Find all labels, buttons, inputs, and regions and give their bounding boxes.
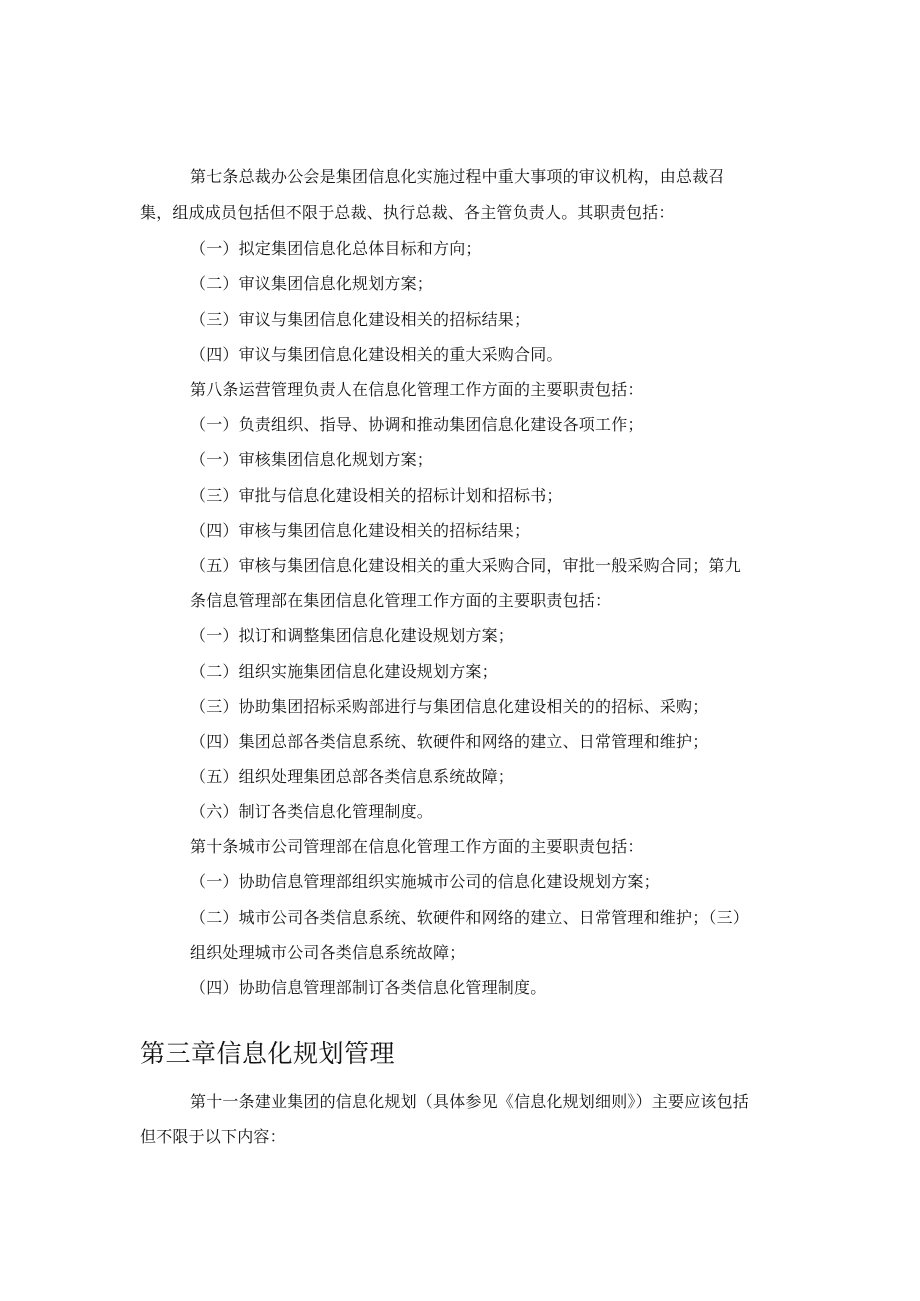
article-9-line-1: 条信息管理部在集团信息化管理工作方面的主要职责包括： [190, 591, 612, 610]
article-10-item-2: （二）城市公司各类信息系统、软硬件和网络的建立、日常管理和维护；（三） [190, 908, 750, 927]
article-9-item-2: （二）组织实施集团信息化建设规划方案； [190, 662, 498, 681]
article-10-item-3: 组织处理城市公司各类信息系统故障； [190, 943, 466, 962]
article-9-item-6: （六）制订各类信息化管理制度。 [190, 802, 434, 821]
article-11-line-1: 第十一条建业集团的信息化规划（具体参见《信息化规划细则》）主要应该包括 [190, 1092, 750, 1111]
article-7-line-2: 集，组成成员包括但不限于总裁、执行总裁、各主管负责人。其职责包括： [140, 203, 675, 222]
article-8-item-3: （三）审批与信息化建设相关的招标计划和招标书； [190, 486, 563, 505]
article-7-item-2: （二）审议集团信息化规划方案； [190, 274, 434, 293]
article-10-line-1: 第十条城市公司管理部在信息化管理工作方面的主要职责包括： [190, 837, 644, 856]
article-7-item-4: （四）审议与集团信息化建设相关的重大采购合同。 [190, 345, 563, 364]
chapter-title: 第三章信息化规划管理 [140, 1039, 396, 1068]
article-11-line-2: 但不限于以下内容： [140, 1127, 286, 1146]
article-9-item-3: （三）协助集团招标采购部进行与集团信息化建设相关的的招标、采购； [190, 697, 709, 716]
article-8-item-1: （一）负责组织、指导、协调和推动集团信息化建设各项工作； [190, 415, 644, 434]
article-9-item-4: （四）集团总部各类信息系统、软硬件和网络的建立、日常管理和维护； [190, 732, 709, 751]
article-10-item-1: （一）协助信息管理部组织实施城市公司的信息化建设规划方案； [190, 872, 660, 891]
article-7-item-3: （三）审议与集团信息化建设相关的招标结果； [190, 310, 531, 329]
article-10-item-4: （四）协助信息管理部制订各类信息化管理制度。 [190, 978, 547, 997]
article-8-item-5: （五）审核与集团信息化建设相关的重大采购合同，审批一般采购合同；第九 [190, 556, 741, 575]
article-7-line-1: 第七条总裁办公会是集团信息化实施过程中重大事项的审议机构，由总裁召 [190, 167, 725, 186]
article-8-item-4: （四）审核与集团信息化建设相关的招标结果； [190, 521, 531, 540]
article-7-item-1: （一）拟定集团信息化总体目标和方向； [190, 239, 482, 258]
article-9-item-1: （一）拟订和调整集团信息化建设规划方案； [190, 626, 515, 645]
article-9-item-5: （五）组织处理集团总部各类信息系统故障； [190, 767, 515, 786]
article-8-line-1: 第八条运营管理负责人在信息化管理工作方面的主要职责包括： [190, 380, 644, 399]
article-8-item-2: （一）审核集团信息化规划方案； [190, 450, 434, 469]
